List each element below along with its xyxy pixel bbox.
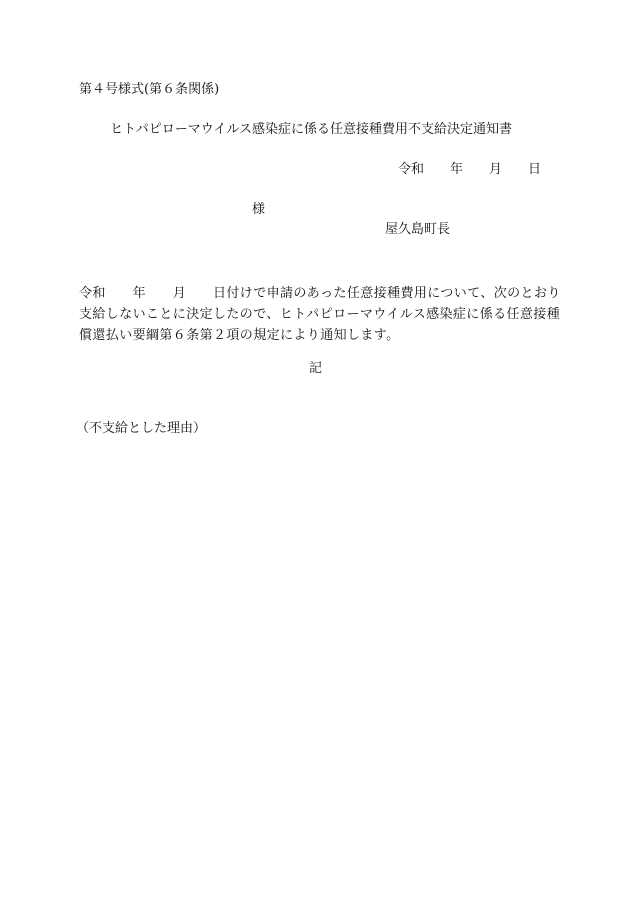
body-line: 支給しないことに決定したので、ヒトパピローマウイルス感染症に係る任意接種 bbox=[79, 307, 561, 322]
form-number-label: 第４号様式(第６条関係) bbox=[79, 82, 220, 97]
document-title: ヒトパピローマウイルス感染症に係る任意接種費用不支給決定通知書 bbox=[110, 122, 512, 137]
ki-label: 記 bbox=[309, 361, 323, 376]
body-line: 償還払い要綱第６条第２項の規定により通知します。 bbox=[79, 328, 400, 343]
issuer-name: 屋久島町長 bbox=[385, 222, 451, 237]
date-line: 令和 年 月 日 bbox=[398, 162, 542, 177]
body-line: 令和 年 月 日付けで申請のあった任意接種費用について、次のとおり bbox=[79, 286, 561, 301]
notice-body bbox=[79, 283, 564, 346]
reason-heading: （不支給とした理由） bbox=[76, 421, 207, 436]
addressee-honorific: 様 bbox=[252, 202, 266, 217]
